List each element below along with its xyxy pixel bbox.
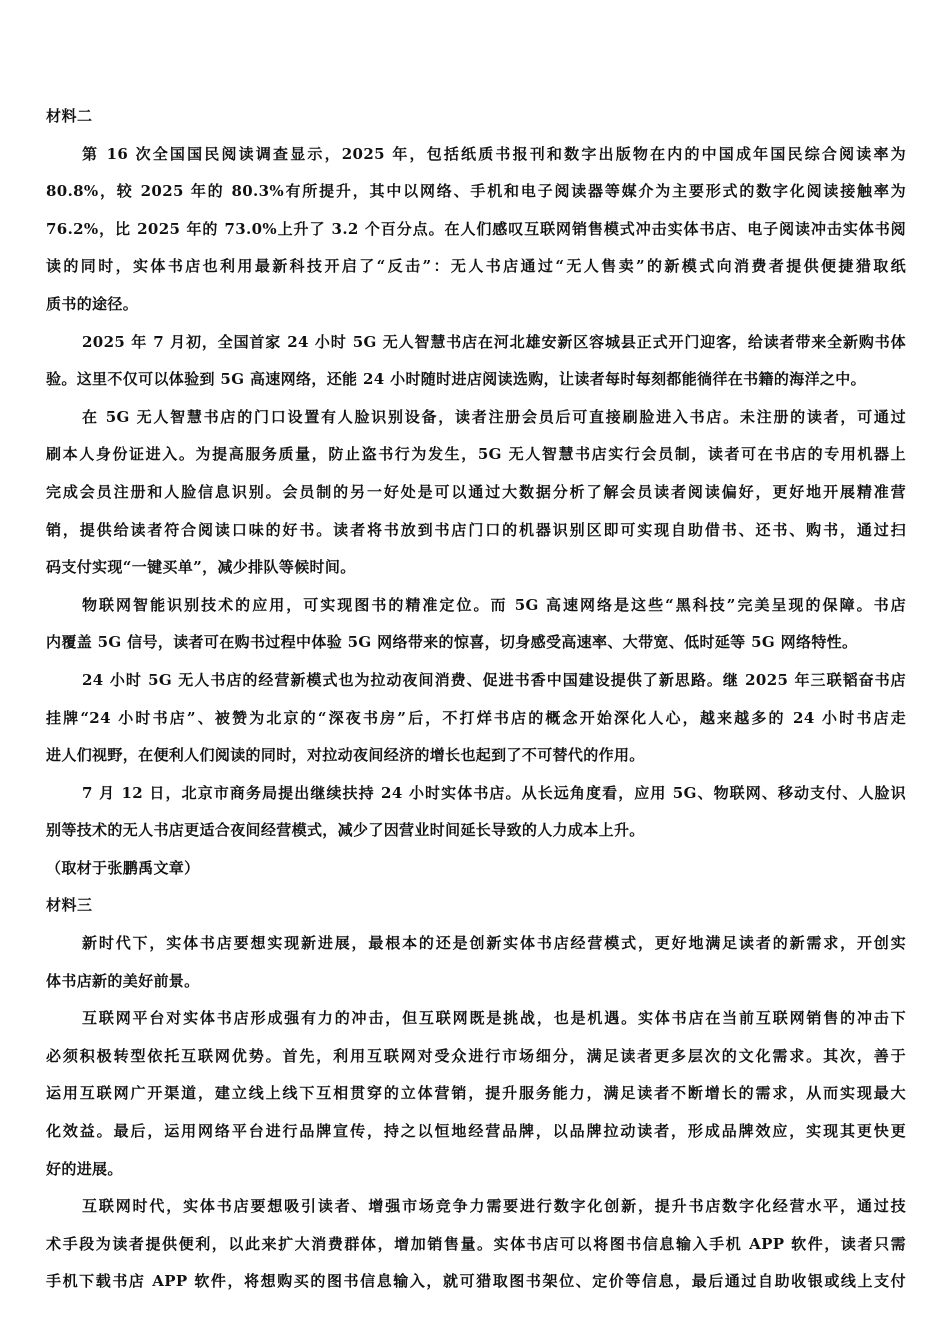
text-line: 验。这里不仅可以体验到 5G 高速网络，还能 24 小时随时进店阅读选购，让读者每时每刻都能徜徉在书籍的海洋之中。 [46,370,866,389]
text-line: 内覆盖 5G 信号，读者可在购书过程中体验 5G 网络带来的惊喜，切身感受高速率、大带宽、低时延等 5G 网络特性。 [46,633,858,652]
text-line: 运用互联网广开渠道，建立线上线下互相贯穿的立体营销，提升服务能力，满足读者不断增长的需求，从而实现最大 [46,1084,906,1103]
paragraph-iot-technology [46,587,906,662]
text-line: 7 月 12 日，北京市商务局提出继续扶持 24 小时实体书店。从长远角度看，应用 5G、物联网、移动支付、人脸识 [82,783,906,802]
paragraph-digital-innovation [46,1188,906,1301]
paragraph-night-economy [46,662,906,775]
text-line: 质书的途径。 [46,294,139,313]
paragraph-5g-bookstore-opening [46,324,906,399]
text-line: 挂牌“24 小时书店”、被赞为北京的“深夜书房”后，不打烊书店的概念开始深化人心，越来越多的 24 小时书店走 [46,708,906,727]
text-line: 80.8%，较 2025 年的 80.3%有所提升，其中以网络、手机和电子阅读器等媒介为主要形式的数字化阅读接触率为 [46,182,906,201]
paragraph-internet-transformation [46,1000,906,1188]
text-line: 读的同时，实体书店也利用最新科技开启了“反击”：无人书店通过“无人售卖”的新模式向消费者提供便捷猎取纸 [46,257,906,276]
section-heading-material-3: 材料三 [46,896,93,915]
document-page [46,98,906,1301]
text-line: 码支付实现“一键买单”，减少排队等候时间。 [46,558,356,577]
text-line: 76.2%，比 2025 年的 73.0%上升了 3.2 个百分点。在人们感叹互联网销售模式冲击实体书店、电子阅读冲击实体书阅 [46,219,906,238]
text-line: 手机下载书店 APP 软件，将想购买的图书信息输入，就可猎取图书架位、定价等信息，最后通过自助收银或线上支付 [46,1272,906,1291]
paragraph-beijing-support [46,775,906,850]
text-line: 24 小时 5G 无人书店的经营新模式也为拉动夜间消费、促进书香中国建设提供了新思路。继 2025 年三联韬奋书店 [82,670,906,689]
text-line: 销，提供给读者符合阅读口味的好书。读者将书放到书店门口的机器识别区即可实现自助借书、还书、购书，通过扫 [46,520,906,539]
text-line: 物联网智能识别技术的应用，可实现图书的精准定位。而 5G 高速网络是这些“黑科技”完美呈现的保障。书店 [82,595,906,614]
source-citation: （取材于张鹏禹文章） [46,858,200,877]
text-line: 别等技术的无人书店更适合夜间经营模式，减少了因营业时间延长导致的人力成本上升。 [46,821,645,840]
paragraph-reading-survey [46,136,906,324]
text-line: 好的进展。 [46,1159,123,1178]
text-line: 术手段为读者提供便利，以此来扩大消费群体，增加销售量。实体书店可以将图书信息输入手机 APP 软件，读者只需 [46,1234,906,1253]
text-line: 2025 年 7 月初，全国首家 24 小时 5G 无人智慧书店在河北雄安新区容城县正式开门迎客，给读者带来全新购书体 [82,332,906,351]
text-line: 必须积极转型依托互联网优势。首先，利用互联网对受众进行市场细分，满足读者更多层次的文化需求。其次，善于 [46,1046,906,1065]
paragraph-new-era [46,925,906,1000]
text-line: 互联网时代，实体书店要想吸引读者、增强市场竞争力需要进行数字化创新，提升书店数字化经营水平，通过技 [82,1197,906,1216]
text-line: 在 5G 无人智慧书店的门口设置有人脸识别设备，读者注册会员后可直接刷脸进入书店。未注册的读者，可通过 [82,407,906,426]
text-line: 新时代下，实体书店要想实现新进展，最根本的还是创新实体书店经营模式，更好地满足读者的新需求，开创实 [82,934,906,953]
section-heading-material-2: 材料二 [46,107,93,125]
text-line: 进人们视野，在便利人们阅读的同时，对拉动夜间经济的增长也起到了不可替代的作用。 [46,746,645,765]
text-line: 第 16 次全国国民阅读调查显示，2025 年，包括纸质书报刊和数字出版物在内的中国成年国民综合阅读率为 [82,144,906,163]
text-line: 体书店新的美好前景。 [46,971,200,990]
text-line: 互联网平台对实体书店形成强有力的冲击，但互联网既是挑战，也是机遇。实体书店在当前互联网销售的冲击下 [82,1009,906,1028]
paragraph-face-recognition [46,399,906,587]
text-line: 刷本人身份证进入。为提高服务质量，防止盗书行为发生，5G 无人智慧书店实行会员制，读者可在书店的专用机器上 [46,445,906,464]
text-line: 完成会员注册和人脸信息识别。会员制的另一好处是可以通过大数据分析了解会员读者阅读偏好，更好地开展精准营 [46,482,906,501]
text-line: 化效益。最后，运用网络平台进行品牌宣传，持之以恒地经营品牌，以品牌拉动读者，形成品牌效应，实现其更快更 [46,1122,906,1141]
